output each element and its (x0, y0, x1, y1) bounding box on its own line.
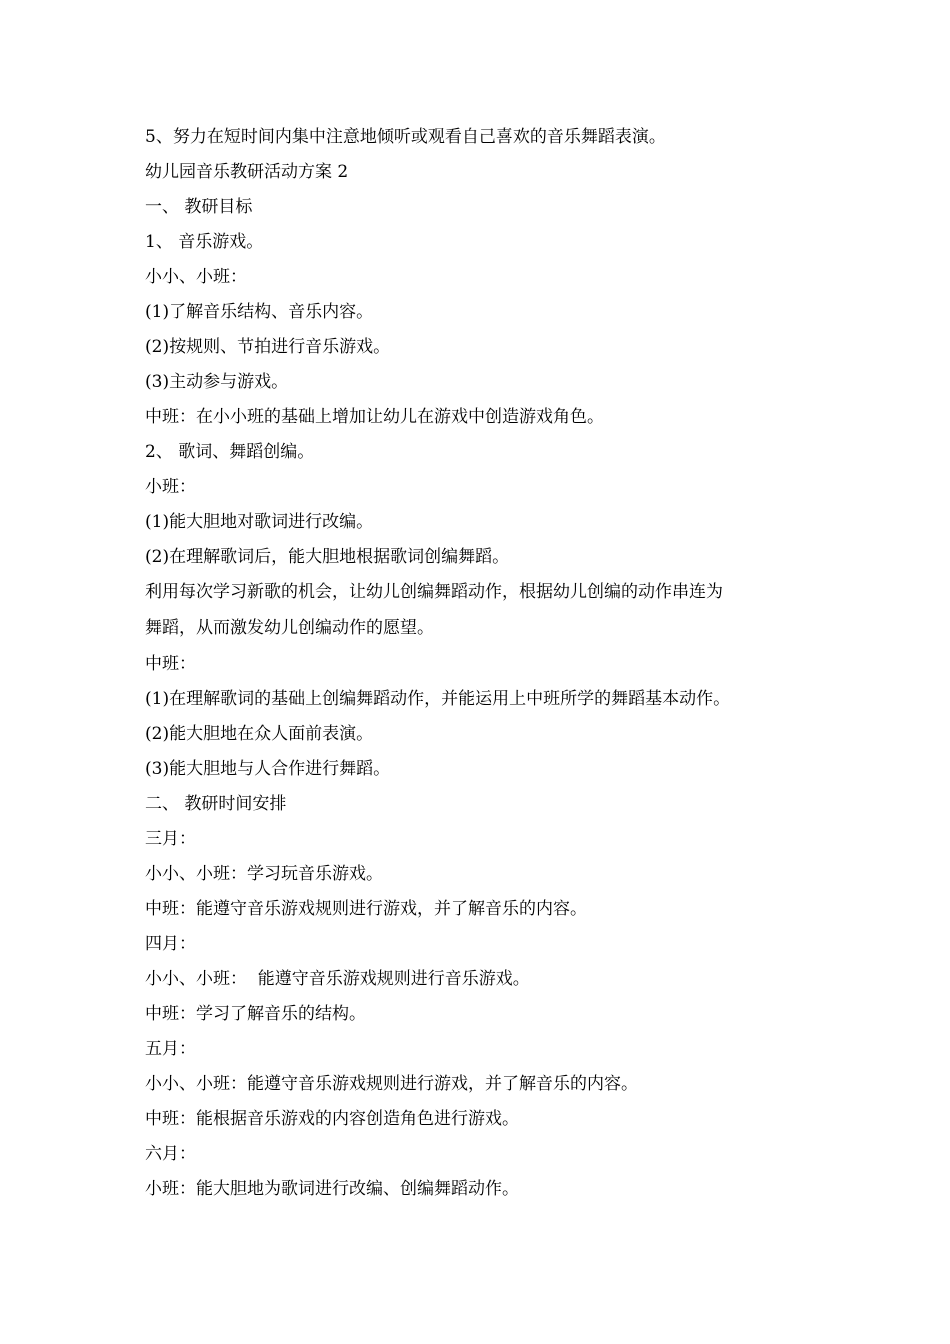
month-label-april: 四月： (145, 934, 196, 954)
goal-item: (2)能大胆地在众人面前表演。 (145, 724, 374, 744)
label-small-class: 小班： (145, 477, 196, 497)
schedule-item: 小小、小班：能遵守音乐游戏规则进行游戏，并了解音乐的内容。 (145, 1074, 638, 1094)
month-label-june: 六月： (145, 1144, 196, 1164)
goal-item: (1)了解音乐结构、音乐内容。 (145, 302, 374, 322)
goal-item: (2)在理解歌词后，能大胆地根据歌词创编舞蹈。 (145, 547, 510, 567)
middle-class-goal: 中班：在小小班的基础上增加让幼儿在游戏中创造游戏角色。 (145, 407, 604, 427)
goal-item: (3)能大胆地与人合作进行舞蹈。 (145, 759, 391, 779)
label-middle-class: 中班： (145, 654, 196, 674)
schedule-item: 中班：学习了解音乐的结构。 (145, 1004, 366, 1024)
goal-item: (1)能大胆地对歌词进行改编。 (145, 512, 374, 532)
subheading-music-games: 1、 音乐游戏。 (145, 232, 264, 252)
schedule-item: 小班：能大胆地为歌词进行改编、创编舞蹈动作。 (145, 1179, 519, 1199)
goal-item: (3)主动参与游戏。 (145, 372, 289, 392)
list-item-5-attention: 5、努力在短时间内集中注意地倾听或观看自己喜欢的音乐舞蹈表演。 (145, 127, 666, 147)
subheading-lyrics-dance: 2、 歌词、舞蹈创编。 (145, 442, 315, 462)
schedule-item: 中班：能遵守音乐游戏规则进行游戏，并了解音乐的内容。 (145, 899, 587, 919)
paragraph-line: 利用每次学习新歌的机会，让幼儿创编舞蹈动作，根据幼儿创编的动作串连为 (145, 582, 723, 602)
month-label-march: 三月： (145, 829, 196, 849)
document-body (145, 120, 825, 1207)
section-title-plan-2: 幼儿园音乐教研活动方案 2 (145, 162, 349, 182)
schedule-item: 小小、小班： 能遵守音乐游戏规则进行音乐游戏。 (145, 969, 530, 989)
heading-research-goals: 一、 教研目标 (145, 197, 253, 217)
label-small-classes: 小小、小班： (145, 267, 247, 287)
heading-schedule: 二、 教研时间安排 (145, 794, 287, 814)
schedule-item: 小小、小班：学习玩音乐游戏。 (145, 864, 383, 884)
goal-item: (2)按规则、节拍进行音乐游戏。 (145, 337, 391, 357)
paragraph-line: 舞蹈，从而激发幼儿创编动作的愿望。 (145, 618, 434, 638)
goal-item: (1)在理解歌词的基础上创编舞蹈动作，并能运用上中班所学的舞蹈基本动作。 (145, 689, 731, 709)
schedule-item: 中班：能根据音乐游戏的内容创造角色进行游戏。 (145, 1109, 519, 1129)
month-label-may: 五月： (145, 1039, 196, 1059)
